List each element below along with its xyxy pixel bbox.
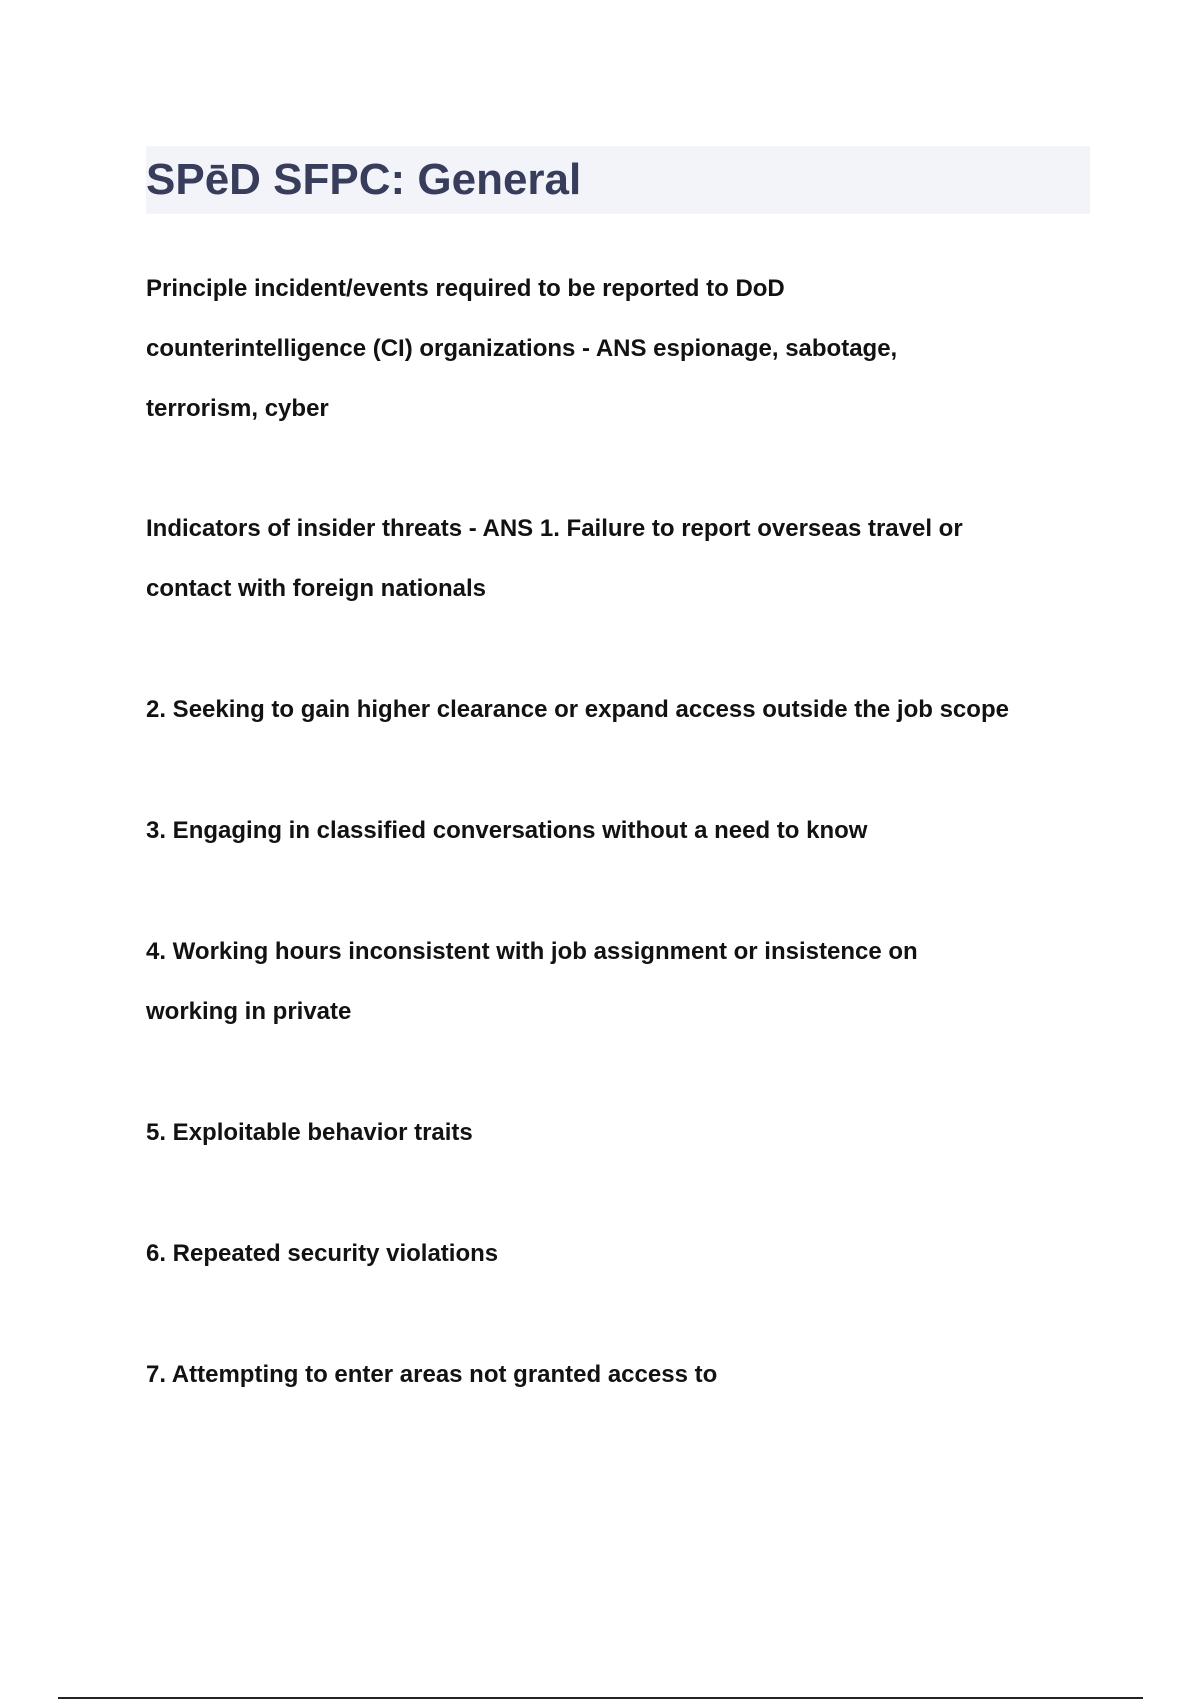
list-item bbox=[146, 922, 1106, 1042]
text-line: 2. Seeking to gain higher clearance or expand access outside the job scope bbox=[146, 696, 1009, 723]
list-item bbox=[146, 801, 1106, 861]
text-line: counterintelligence (CI) organizations - ANS espionage, sabotage, bbox=[146, 335, 898, 362]
text-line: 5. Exploitable behavior traits bbox=[146, 1119, 473, 1146]
list-item bbox=[146, 680, 1106, 740]
list-item bbox=[146, 1103, 1106, 1163]
text-line: Indicators of insider threats - ANS 1. Failure to report overseas travel or bbox=[146, 515, 963, 542]
list-item bbox=[146, 1224, 1106, 1284]
text-line: 4. Working hours inconsistent with job assignment or insistence on bbox=[146, 938, 918, 965]
title-band bbox=[146, 146, 1090, 214]
text-line: 3. Engaging in classified conversations without a need to know bbox=[146, 817, 868, 844]
text-line: contact with foreign nationals bbox=[146, 575, 487, 602]
text-line: 6. Repeated security violations bbox=[146, 1240, 499, 1267]
list-item bbox=[146, 1345, 1106, 1405]
text-line: Principle incident/events required to be reported to DoD bbox=[146, 275, 785, 302]
text-line: working in private bbox=[146, 998, 352, 1025]
footer-divider bbox=[58, 1697, 1143, 1699]
qa-item-insider-threats bbox=[146, 499, 1106, 619]
text-line: terrorism, cyber bbox=[146, 395, 329, 422]
page-title: SPēD SFPC: General bbox=[146, 155, 582, 204]
text-line: 7. Attempting to enter areas not granted access to bbox=[146, 1361, 718, 1388]
qa-item-ci-incidents bbox=[146, 259, 1106, 439]
